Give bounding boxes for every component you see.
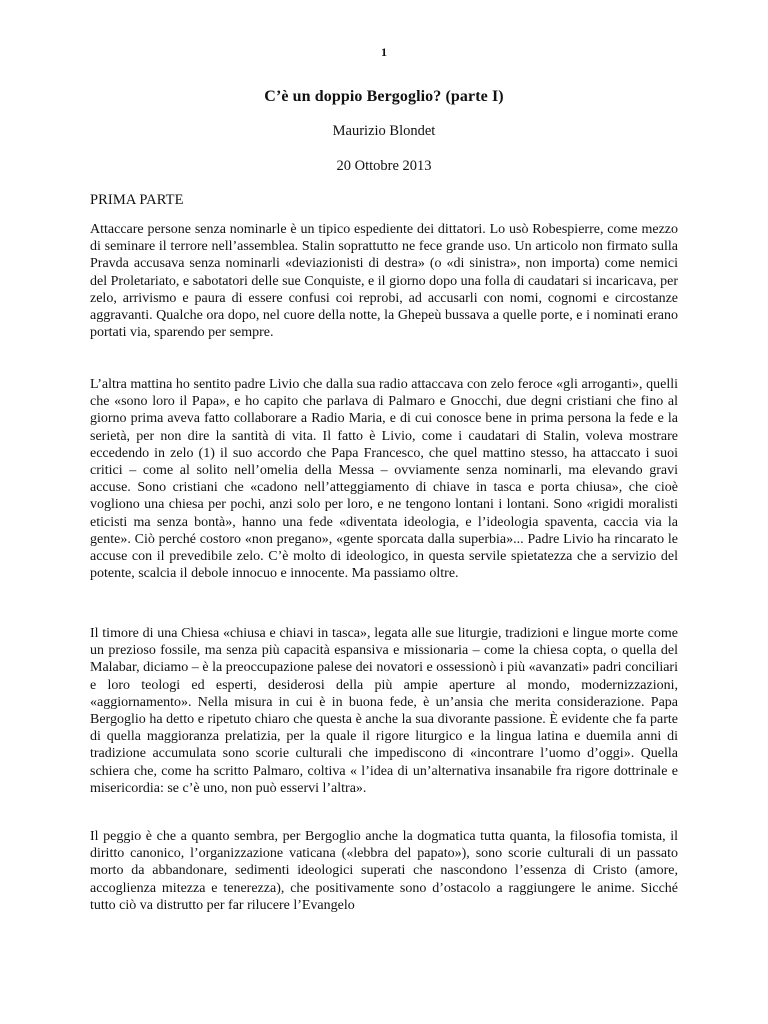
article-date: 20 Ottobre 2013 [336, 158, 432, 174]
article-author: Maurizio Blondet [332, 123, 436, 139]
paragraph-padre-livio: L’altra mattina ho sentito padre Livio che dalla sua radio attaccava con zelo feroce «gli arroganti», quelli che «sono loro il Papa», e ho capito che parlava di Palmaro e Gnocchi, due degni cristiani che fino al giorno prima aveva fatto collaborare a Radio Maria, e di cui conosce bene in prima persona la fede e la serietà, per non dire la santità di vita. Il fatto è Livio, come i caudatari di Stalin, voleva mostrare eccedendo in zelo (1) il suo accordo che Papa Francesco, che quel mattino stesso, ha attaccato i suoi critici – come al solito nell’omelia della Messa – ovviamente senza nominarli, ma elevando gravi accuse. Sono cristiani che «cadono nell’atteggiamento di chiave in tasca e porta chiusa», che cioè vogliono una chiesa per pochi, anzi solo per loro, e ne tengono lontani i lontani. Sono «rigidi moralisti eticisti ma senza bontà», hanno una fede «diventata ideologia, e l’ideologia spaventa, caccia via la gente». Ciò perché costoro «non pregano», «gente sporcata dalla superbia»... Padre Livio ha rincarato le accuse con il prevedibile zelo. C’è molto di ideologico, in questa servile spietatezza che a servizio del potente, scalcia il debole innocuo e innocente. Ma passiamo oltre. [90, 377, 678, 582]
section-heading: PRIMA PARTE [90, 192, 184, 208]
paragraph-dictators: Attaccare persone senza nominarle è un tipico espediente dei dittatori. Lo usò Robespierre, come mezzo di seminare il terrore nell’assemblea. Stalin soprattutto ne fece grande uso. Un articolo non firmato sulla Pravda accusava senza nominarli «deviazionisti di destra» (o «di sinistra», non importa) come nemici del Proletariato, e sabotatori delle sue Conquiste, e il giorno dopo una folla di caudatari si incaricava, per zelo, arrivismo e paura di essere confusi coi reprobi, ad accusarli con nomi, cognomi e circostanze aggravanti. Qualche ora dopo, nel cuore della notte, la Ghepeù bussava a quelle porte, e i nominati erano portati via, sparendo per sempre. [90, 222, 678, 341]
page-number: 1 [381, 45, 387, 59]
paragraph-closed-church: Il timore di una Chiesa «chiusa e chiavi in tasca», legata alle sue liturgie, tradizioni e lingue morte come un prezioso fossile, ma senza più capacità espansiva e missionaria – come la chiesa copta, o quella del Malabar, diciamo – è la preoccupazione palese dei novatori e ossessionò i più «avanzati» padri conciliari e loro teologi ed esperti, desiderosi della più ampie aperture al mondo, modernizzazioni, «aggiornamento». Nella misura in cui è in buona fede, è un’ansia che merita considerazione. Papa Bergoglio ha detto e ripetuto chiaro che questa è anche la sua divorante passione. È evidente che fa parte di quella maggioranza prelatizia, per la quale il rigore liturgico e la lingua latina e duemila anni di tradizione accumulata sono scorie culturali che impediscono di «incontrare l’uomo d’oggi». Quella schiera che, come ha scritto Palmaro, coltiva « l’idea di un’alternativa insanabile fra rigore dottrinale e misericordia: se c’è uno, non può esservi l’altra». [90, 626, 678, 796]
article-title: C’è un doppio Bergoglio? (parte I) [264, 88, 504, 105]
paragraph-dogmatics: Il peggio è che a quanto sembra, per Bergoglio anche la dogmatica tutta quanta, la filosofia tomista, il diritto canonico, l’organizzazione vaticana («lebbra del papato»), sono scorie culturali di un passato morto da abbandonare, sedimenti ideologici superati che nascondono l’essenza di Cristo (amore, accoglienza mitezza e tenerezza), che positivamente sono d’ostacolo a raggiungere le anime. Sicché tutto ciò va distrutto per far rilucere l’Evangelo [90, 829, 678, 913]
